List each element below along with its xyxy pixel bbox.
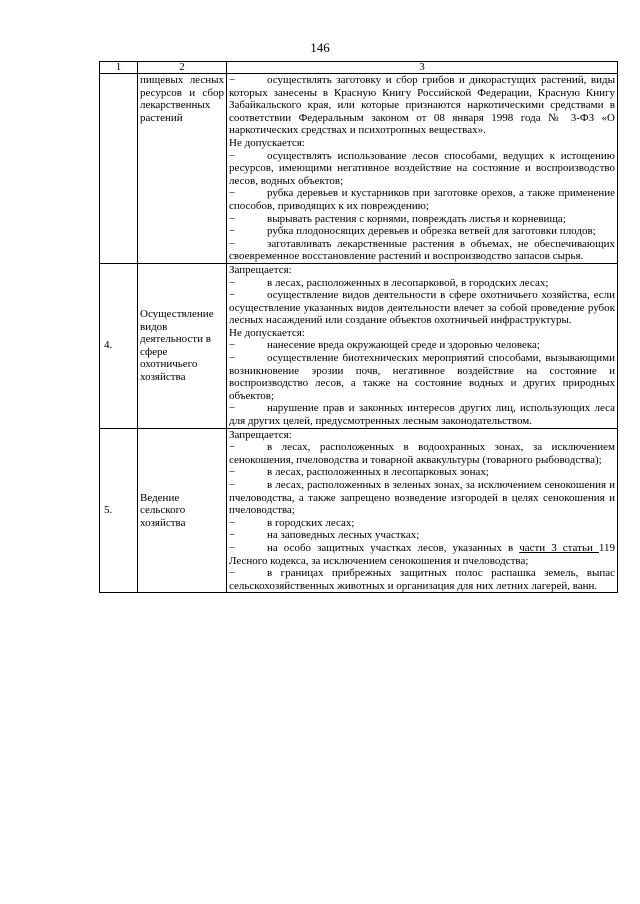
- restriction-item: [229, 339, 615, 352]
- section-heading: [229, 429, 615, 442]
- restriction-item: [229, 187, 615, 212]
- restriction-item: [229, 289, 615, 327]
- dash-marker: −: [229, 339, 236, 352]
- restriction-text: в лесах, расположенных в лесопарковых зонах;: [267, 466, 489, 479]
- restriction-item: [229, 238, 615, 263]
- restriction-item: [229, 150, 615, 188]
- restriction-text-continued: 119 Лесного кодекса, за исключением сенокошения и пчеловодства;: [229, 541, 615, 567]
- restriction-text: осуществлять заготовку и сбор грибов и дикорастущих растений, виды которых занесены в Красную Книгу Российской Федерации, Красную Книгу Забайкальского края, или которые признаются наркотическими средствами в соответствии Федеральным законом от 08 января 1998 года № 3-ФЗ «О наркотических средствах и психотропных веществах».: [229, 74, 615, 137]
- restriction-item: [229, 542, 615, 567]
- dash-marker: −: [229, 466, 236, 479]
- table-header-row: [100, 62, 618, 74]
- dash-marker: −: [229, 289, 236, 302]
- table-row: [100, 263, 618, 428]
- restriction-text: нарушение прав и законных интересов других лиц, использующих леса для других целей, предусмотренных лесным законодательством.: [229, 402, 615, 428]
- section-heading: [229, 137, 615, 150]
- restriction-text: Не допускается:: [229, 326, 305, 339]
- restriction-item: [229, 479, 615, 517]
- restriction-item: [229, 466, 615, 479]
- restriction-item: [229, 529, 615, 542]
- restriction-item: [229, 74, 615, 137]
- restriction-item: [229, 402, 615, 427]
- restrictions-cell: [227, 428, 618, 593]
- regulations-table: [99, 61, 618, 593]
- restriction-text: рубка деревьев и кустарников при заготовке орехов, а также применение способов, приводящих к их повреждению;: [229, 187, 615, 212]
- restriction-item: [229, 225, 615, 238]
- law-reference-link[interactable]: части 3 статьи: [519, 541, 599, 554]
- dash-marker: −: [229, 529, 236, 542]
- activity-name: Ведение сельского хозяйства: [138, 428, 227, 593]
- restriction-text: Не допускается:: [229, 136, 305, 149]
- restriction-item: [229, 277, 615, 290]
- dash-marker: −: [229, 402, 236, 415]
- dash-marker: −: [229, 479, 236, 491]
- restriction-text: в городских лесах;: [267, 516, 355, 529]
- activity-name: пищевых лесных ресурсов и сбор лекарственных растений: [138, 74, 227, 264]
- restriction-item: [229, 441, 615, 466]
- header-col-2: 2: [138, 62, 227, 74]
- restriction-text: Запрещается:: [229, 428, 292, 441]
- restriction-text: в лесах, расположенных в водоохранных зонах, за исключением сенокошения, пчеловодства и товарной аквакультуры (товарного рыбоводства);: [229, 441, 615, 466]
- section-heading: [229, 264, 615, 277]
- restriction-text: в границах прибрежных защитных полос распашка земель, выпас сельскохозяйственных животных и организация для них летних лагерей, ванн.: [229, 567, 615, 592]
- activity-name: Осуществление видов деятельности в сфере охотничьего хозяйства: [138, 263, 227, 428]
- restriction-item: [229, 213, 615, 226]
- restrictions-cell: [227, 74, 618, 264]
- restriction-text: на заповедных лесных участках;: [267, 529, 420, 542]
- restriction-text: осуществление видов деятельности в сфере охотничьего хозяйства, если осуществление указанных видов деятельности влечет за собой проведение рубок лесных насаждений или создание объектов охотничьей инфраструктуры.: [229, 289, 615, 327]
- restriction-text: в лесах, расположенных в лесопарковой, в городских лесах;: [267, 276, 549, 289]
- dash-marker: −: [229, 276, 236, 289]
- header-col-1: 1: [100, 62, 138, 74]
- dash-marker: −: [229, 149, 236, 162]
- restriction-text: нанесение вреда окружающей среде и здоровью человека;: [267, 339, 540, 352]
- dash-marker: −: [229, 516, 236, 529]
- restriction-text: на особо защитных участках лесов, указанных в: [267, 541, 514, 554]
- row-number: 5.: [100, 428, 138, 593]
- dash-marker: −: [229, 441, 236, 454]
- restriction-item: [229, 517, 615, 530]
- restriction-text: рубка плодоносящих деревьев и обрезка ветвей для заготовки плодов;: [267, 225, 596, 238]
- restriction-text: заготавливать лекарственные растения в объемах, не обеспечивающих своевременное восстановление растений и воспроизводство запасов сырья.: [229, 237, 615, 263]
- dash-marker: −: [229, 237, 236, 250]
- restriction-text: в лесах, расположенных в зеленых зонах, за исключением сенокошения и пчеловодства, а также запрещено возведение изгородей в целях сенокошения и пчеловодства;: [229, 479, 615, 517]
- table-row: [100, 74, 618, 264]
- dash-marker: −: [229, 567, 236, 580]
- section-heading: [229, 327, 615, 340]
- table-row: [100, 428, 618, 593]
- row-number: [100, 74, 138, 264]
- dash-marker: −: [229, 187, 236, 200]
- dash-marker: −: [229, 225, 236, 238]
- dash-marker: −: [229, 352, 236, 365]
- dash-marker: −: [229, 74, 236, 86]
- restriction-item: [229, 567, 615, 592]
- restriction-text: осуществлять использование лесов способами, ведущих к истощению ресурсов, имеющими негативное воздействие на состояние и воспроизводство лесов, водных объектов;: [229, 149, 615, 187]
- page-number: 146: [310, 40, 330, 55]
- restriction-item: [229, 352, 615, 402]
- dash-marker: −: [229, 541, 236, 554]
- restriction-text: вырывать растения с корнями, повреждать листья и корневища;: [267, 212, 566, 225]
- header-col-3: 3: [227, 62, 618, 74]
- restriction-text: Запрещается:: [229, 263, 292, 276]
- restrictions-cell: [227, 263, 618, 428]
- dash-marker: −: [229, 212, 236, 225]
- restriction-text: осуществление биотехнических мероприятий способами, вызывающими возникновение эрозии почв, негативное воздействие на состояние и воспроизводство лесов, а также на состояние водных и других природных объектов;: [229, 352, 615, 402]
- row-number: 4.: [100, 263, 138, 428]
